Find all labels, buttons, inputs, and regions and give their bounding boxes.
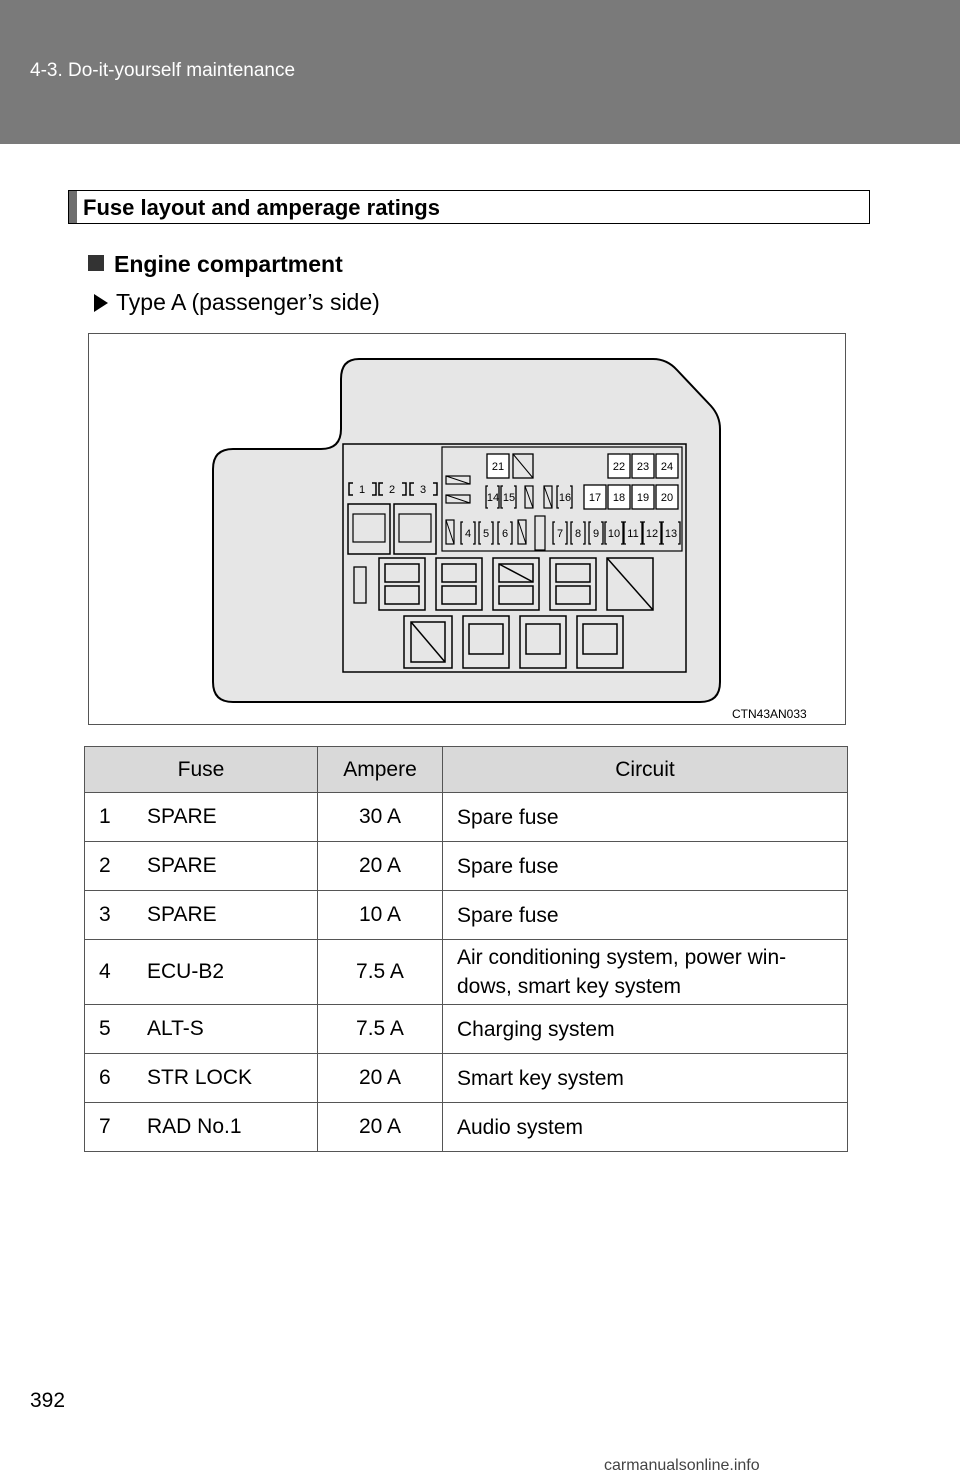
fuse-name: RAD No.1 xyxy=(133,1103,318,1152)
fuse-name: STR LOCK xyxy=(133,1054,318,1103)
section-accent xyxy=(69,191,77,223)
fuse-label-2: 2 xyxy=(388,484,396,496)
fuse-label-19: 19 xyxy=(636,492,650,504)
figure-code: CTN43AN033 xyxy=(732,707,807,721)
section-title-bar xyxy=(68,190,870,224)
fuse-circuit xyxy=(443,940,848,1005)
type-line-text: Type A (passenger’s side) xyxy=(116,289,380,315)
fuse-label-7: 7 xyxy=(556,528,564,540)
fuse-ampere: 7.5 A xyxy=(318,1005,443,1054)
circuit-line-2: dows, smart key system xyxy=(457,975,682,998)
fuse-number: 5 xyxy=(85,1005,134,1054)
table-header-row xyxy=(85,747,848,793)
page-header xyxy=(0,0,960,144)
fuse-label-23: 23 xyxy=(636,461,650,473)
fuse-name: ALT-S xyxy=(133,1005,318,1054)
watermark: carmanualsonline.info xyxy=(604,1457,760,1474)
subheading xyxy=(88,251,343,278)
fuse-ampere: 30 A xyxy=(318,793,443,842)
table-row xyxy=(85,1103,848,1152)
table-row xyxy=(85,940,848,1005)
fuse-name: SPARE xyxy=(133,842,318,891)
square-bullet-icon xyxy=(88,255,104,271)
fuse-label-11: 11 xyxy=(627,528,639,540)
fuse-circuit: Audio system xyxy=(443,1103,848,1152)
header-fuse: Fuse xyxy=(85,747,318,793)
table-row xyxy=(85,891,848,940)
fuse-label-4: 4 xyxy=(464,528,472,540)
fuse-label-13: 13 xyxy=(664,528,678,540)
page-number: 392 xyxy=(30,1389,66,1412)
fuse-label-1: 1 xyxy=(358,484,366,496)
fuse-label-5: 5 xyxy=(482,528,490,540)
fuse-number: 6 xyxy=(85,1054,134,1103)
header-circuit: Circuit xyxy=(443,747,848,793)
fuse-circuit: Charging system xyxy=(443,1005,848,1054)
fuse-number: 2 xyxy=(85,842,134,891)
fuse-label-12: 12 xyxy=(645,528,659,540)
fuse-number: 1 xyxy=(85,793,134,842)
fuse-ampere: 10 A xyxy=(318,891,443,940)
chapter-title: 4-3. Do-it-yourself maintenance xyxy=(30,60,296,81)
fuse-label-17: 17 xyxy=(588,492,602,504)
fuse-box-figure xyxy=(88,333,846,725)
fuse-label-16: 16 xyxy=(558,492,572,504)
fuse-label-15: 15 xyxy=(502,492,516,504)
fuse-name: ECU-B2 xyxy=(133,940,318,1005)
circuit-line-1: Air conditioning system, power win- xyxy=(457,946,787,969)
fuse-table xyxy=(84,746,848,1152)
header-ampere: Ampere xyxy=(318,747,443,793)
fuse-label-9: 9 xyxy=(592,528,600,540)
fuse-circuit: Spare fuse xyxy=(443,793,848,842)
fuse-label-18: 18 xyxy=(612,492,626,504)
table-row xyxy=(85,1054,848,1103)
type-line xyxy=(94,289,380,316)
fuse-label-20: 20 xyxy=(660,492,674,504)
fuse-label-22: 22 xyxy=(612,461,626,473)
fuse-name: SPARE xyxy=(133,891,318,940)
fuse-ampere: 20 A xyxy=(318,842,443,891)
fuse-label-6: 6 xyxy=(501,528,509,540)
fuse-label-3: 3 xyxy=(419,484,427,496)
fuse-ampere: 20 A xyxy=(318,1103,443,1152)
fuse-label-24: 24 xyxy=(660,461,674,473)
fuse-number: 7 xyxy=(85,1103,134,1152)
fuse-number: 3 xyxy=(85,891,134,940)
fuse-label-21: 21 xyxy=(491,461,505,473)
fuse-label-10: 10 xyxy=(607,528,621,540)
fuse-label-8: 8 xyxy=(574,528,582,540)
fuse-number: 4 xyxy=(85,940,134,1005)
fuse-ampere: 20 A xyxy=(318,1054,443,1103)
fuse-circuit: Smart key system xyxy=(443,1054,848,1103)
fuse-circuit: Spare fuse xyxy=(443,891,848,940)
fuse-circuit: Spare fuse xyxy=(443,842,848,891)
fuse-ampere: 7.5 A xyxy=(318,940,443,1005)
table-row xyxy=(85,842,848,891)
subheading-text: Engine compartment xyxy=(114,251,343,277)
table-row xyxy=(85,1005,848,1054)
section-title: Fuse layout and amperage ratings xyxy=(83,195,440,220)
fuse-name: SPARE xyxy=(133,793,318,842)
fuse-label-14: 14 xyxy=(486,492,500,504)
table-row xyxy=(85,793,848,842)
triangle-bullet-icon xyxy=(94,294,108,312)
fuse-box-diagram xyxy=(89,334,847,726)
